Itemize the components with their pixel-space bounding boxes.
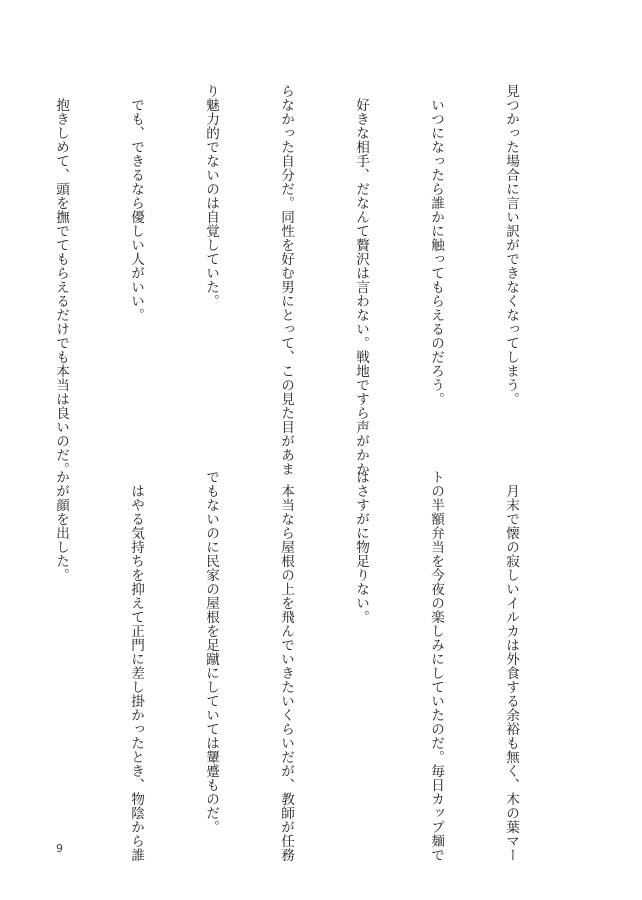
text-line: はやる気持ちを抑えて正門に差し掛かったとき、物陰から誰 — [128, 470, 144, 862]
text-block-upper — [53, 84, 573, 476]
text-line: 月末で懐の寂しいイルカは外食する余裕も無く、木の葉マー — [503, 470, 519, 862]
text-line: でも、できるなら優しい人がいい。 — [128, 84, 144, 322]
text-line: 抱きしめて、頭を撫でてもらえるだけでも本当は良いのだ。 — [53, 84, 69, 476]
page-number: 9 — [56, 842, 63, 855]
text-line: トの半額弁当を今夜の楽しみにしていたのだ。毎日カップ麺で — [428, 470, 444, 862]
text-line: かが顔を出した。 — [53, 470, 69, 582]
text-line: いつになったら誰かに触ってもらえるのだろう。 — [428, 84, 444, 406]
text-block-lower — [53, 470, 573, 862]
text-line: らなかった自分だ。同性を好む男にとって、この見た目があま — [278, 84, 294, 476]
text-line: 本当なら屋根の上を飛んでいきたいくらいだが、教師が任務 — [278, 470, 294, 862]
text-line: でもないのに民家の屋根を足蹴にしていては顰蹙ものだ。 — [203, 470, 219, 834]
text-line: はさすがに物足りない。 — [353, 470, 369, 624]
text-line: り魅力的でないのは自覚していた。 — [203, 84, 219, 308]
text-line: 見つかった場合に言い訳ができなくなってしまう。 — [503, 84, 519, 406]
text-line: 好きな相手、だなんて贅沢は言わない。戦地ですら声がかか — [353, 84, 369, 476]
